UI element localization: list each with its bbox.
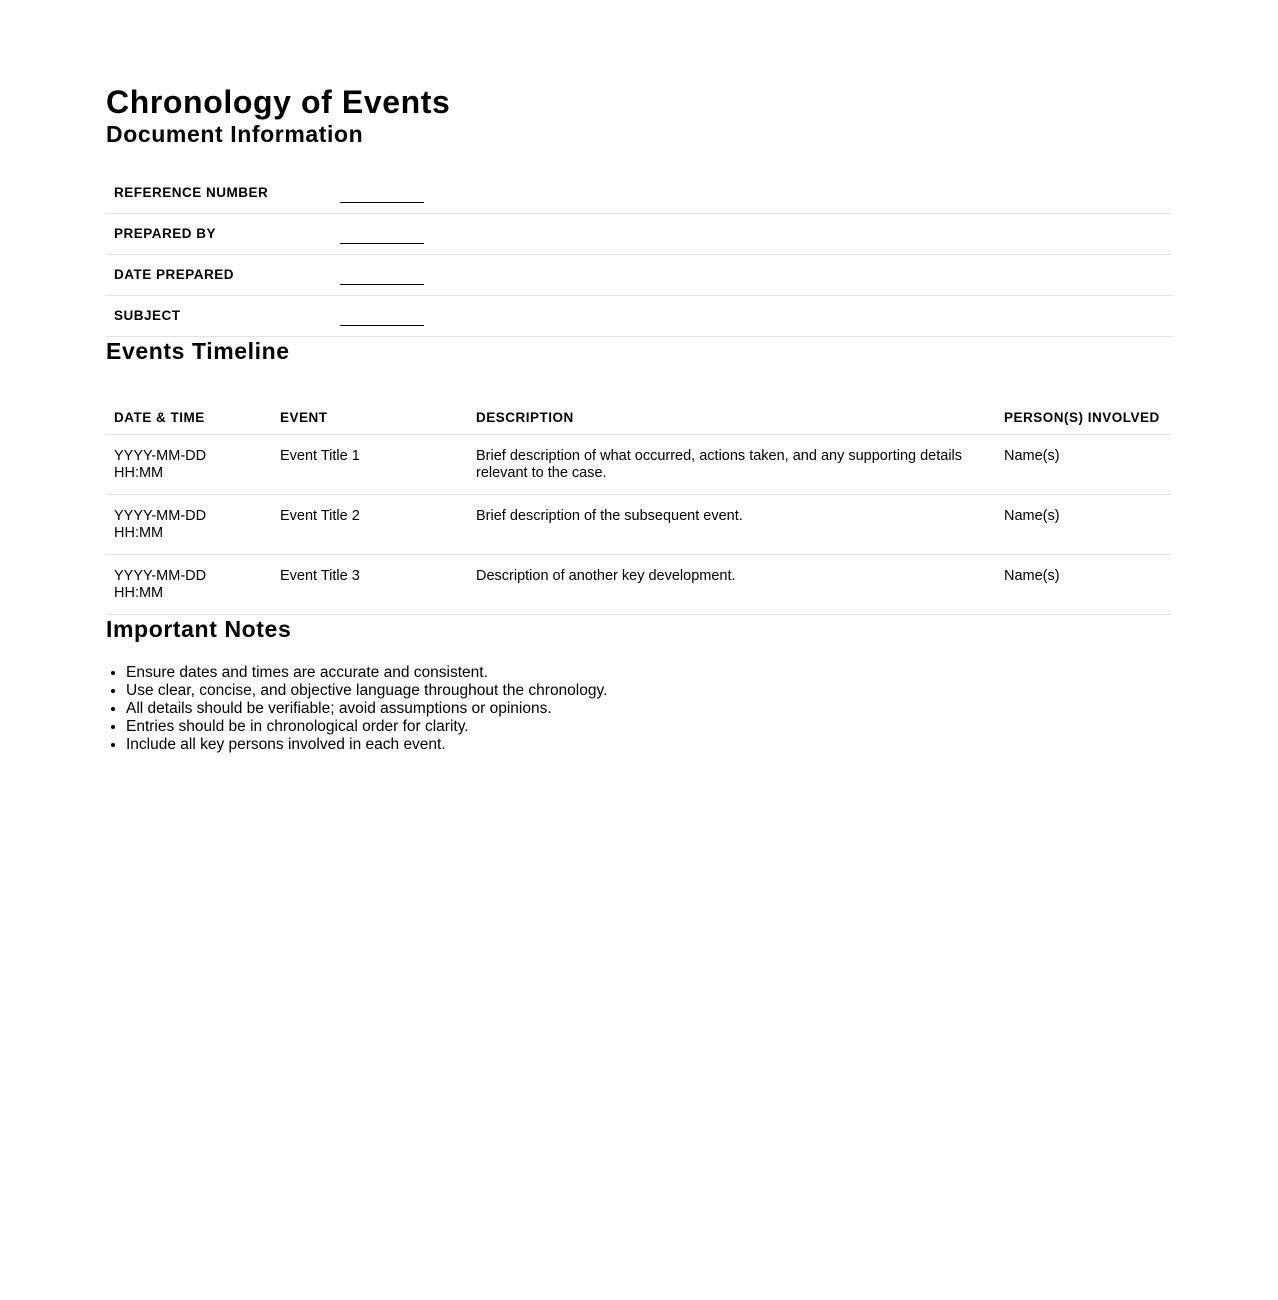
info-label: PREPARED BY <box>106 213 332 254</box>
event-persons: Name(s) <box>996 435 1172 495</box>
event-description: Description of another key development. <box>468 555 996 615</box>
table-row <box>106 435 1172 495</box>
events-timeline-table <box>106 389 1172 616</box>
prepared-by-blank <box>340 229 424 244</box>
event-time: HH:MM <box>114 585 164 601</box>
column-header-event: EVENT <box>272 389 468 435</box>
list-item: • All details should be verifiable; avoid assumptions or opinions. <box>126 700 1172 718</box>
list-item: • Use clear, concise, and objective language throughout the chronology. <box>126 682 1172 700</box>
info-value-cell <box>332 213 1172 254</box>
info-label: SUBJECT <box>106 295 332 336</box>
info-label: REFERENCE NUMBER <box>106 172 332 213</box>
info-value-cell <box>332 172 1172 213</box>
info-row-prepared-by <box>106 213 1172 254</box>
event-description: Brief description of what occurred, actions taken, and any supporting details relevant to the case. <box>468 435 996 495</box>
table-row <box>106 495 1172 555</box>
event-title: Event Title 1 <box>272 435 468 495</box>
event-date: YYYY-MM-DD <box>114 568 207 584</box>
info-row-subject <box>106 295 1172 336</box>
event-date: YYYY-MM-DD <box>114 508 207 524</box>
event-description: Brief description of the subsequent event. <box>468 495 996 555</box>
document-information-heading: Document Information <box>106 121 364 147</box>
table-header-row <box>106 389 1172 435</box>
list-item: • Include all key persons involved in each event. <box>126 736 1172 754</box>
reference-number-blank <box>340 188 424 203</box>
column-header-persons-involved: PERSON(S) INVOLVED <box>996 389 1172 435</box>
date-prepared-blank <box>340 270 424 285</box>
event-time: HH:MM <box>114 465 164 481</box>
list-item: • Ensure dates and times are accurate and consistent. <box>126 664 1172 682</box>
document-information-table <box>106 172 1172 337</box>
list-item: • Entries should be in chronological order for clarity. <box>126 718 1172 736</box>
table-row <box>106 555 1172 615</box>
info-value-cell <box>332 254 1172 295</box>
column-header-date-time: DATE & TIME <box>106 389 272 435</box>
event-persons: Name(s) <box>996 555 1172 615</box>
info-row-date-prepared <box>106 254 1172 295</box>
document-title: Chronology of Events <box>106 84 451 120</box>
events-timeline-heading: Events Timeline <box>106 337 290 364</box>
column-header-description: DESCRIPTION <box>468 389 996 435</box>
event-date-time-cell <box>106 495 272 555</box>
event-title: Event Title 3 <box>272 555 468 615</box>
info-label: DATE PREPARED <box>106 254 332 295</box>
important-notes-heading: Important Notes <box>106 616 292 642</box>
important-notes-list <box>106 664 1172 754</box>
event-date-time-cell <box>106 435 272 495</box>
info-row-reference-number <box>106 172 1172 213</box>
event-time: HH:MM <box>114 525 164 541</box>
event-date: YYYY-MM-DD <box>114 448 207 464</box>
info-value-cell <box>332 295 1172 336</box>
event-date-time-cell <box>106 555 272 615</box>
event-title: Event Title 2 <box>272 495 468 555</box>
subject-blank <box>340 311 424 326</box>
event-persons: Name(s) <box>996 495 1172 555</box>
